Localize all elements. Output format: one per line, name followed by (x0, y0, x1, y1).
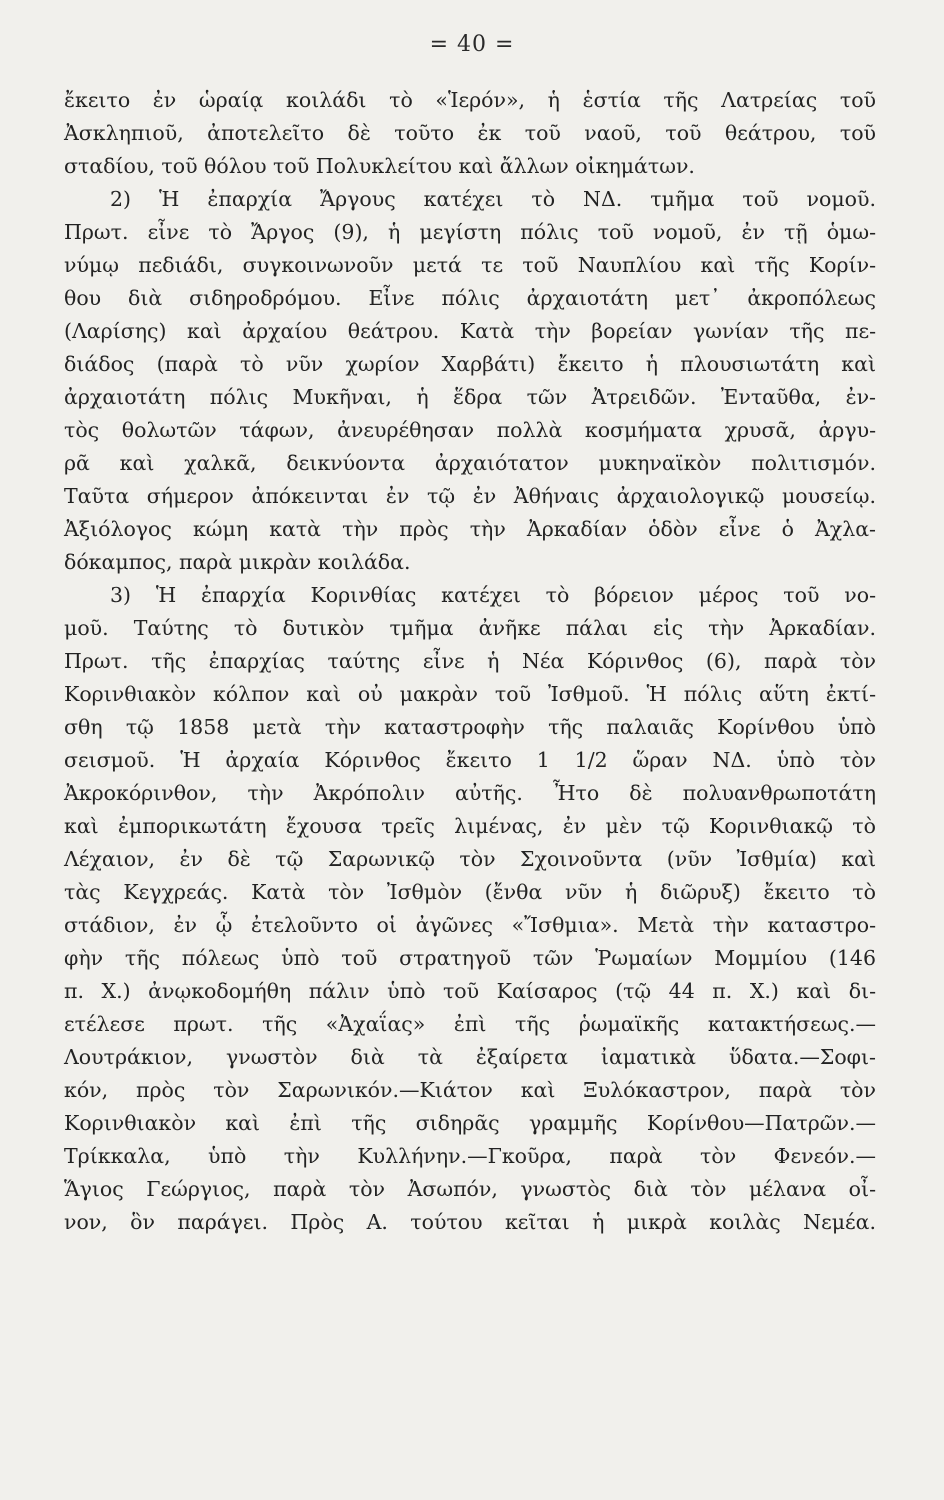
text-line: Ἅγιος Γεώργιος, παρὰ τὸν Ἀσωπόν, γνωστὸς διὰ τὸν μέλανα οἶ- (64, 1177, 876, 1201)
text-line: π. Χ.) ἀνῳκοδομήθη πάλιν ὑπὸ τοῦ Καίσαρος (τῷ 44 π. Χ.) καὶ δι- (64, 979, 876, 1003)
text-line: 3) Ἡ ἐπαρχία Κορινθίας κατέχει τὸ βόρειον μέρος τοῦ νο- (110, 583, 876, 607)
text-line: Ἀσκληπιοῦ, ἀποτελεῖτο δὲ τοῦτο ἐκ τοῦ ναοῦ, τοῦ θεάτρου, τοῦ (64, 121, 876, 145)
text-line: Ἀκροκόρινθον, τὴν Ἀκρόπολιν αὐτῆς. Ἦτο δὲ πολυανθρωποτάτη (64, 781, 876, 805)
text-line: ρᾶ καὶ χαλκᾶ, δεικνύοντα ἀρχαιότατον μυκηναϊκὸν πολιτισμόν. (64, 451, 876, 475)
text-line: Κορινθιακὸν κόλπον καὶ οὐ μακρὰν τοῦ Ἰσθμοῦ. Ἡ πόλις αὕτη ἐκτί- (64, 682, 876, 706)
text-line: καὶ ἐμπορικωτάτη ἔχουσα τρεῖς λιμένας, ἐν μὲν τῷ Κορινθιακῷ τὸ (64, 814, 876, 838)
text-line: τὰς Κεγχρεάς. Κατὰ τὸν Ἰσθμὸν (ἔνθα νῦν ἡ διῶρυξ) ἔκειτο τὸ (64, 880, 876, 904)
text-line: νύμῳ πεδιάδι, συγκοινωνοῦν μετά τε τοῦ Ναυπλίου καὶ τῆς Κορίν- (64, 253, 876, 277)
text-line: μοῦ. Ταύτης τὸ δυτικὸν τμῆμα ἀνῆκε πάλαι εἰς τὴν Ἀρκαδίαν. (64, 616, 876, 640)
text-line: θου διὰ σιδηροδρόμου. Εἶνε πόλις ἀρχαιοτάτη μετ᾽ ἀκροπόλεως (64, 286, 876, 310)
text-line: 2) Ἡ ἐπαρχία Ἄργους κατέχει τὸ ΝΔ. τμῆμα τοῦ νομοῦ. (110, 187, 876, 211)
text-line: φὴν τῆς πόλεως ὑπὸ τοῦ στρατηγοῦ τῶν Ῥωμαίων Μομμίου (146 (64, 946, 876, 970)
text-line: τὸς θολωτῶν τάφων, ἀνευρέθησαν πολλὰ κοσμήματα χρυσᾶ, ἀργυ- (64, 418, 876, 442)
text-line: (Λαρίσης) καὶ ἀρχαίου θεάτρου. Κατὰ τὴν βορείαν γωνίαν τῆς πε- (64, 319, 876, 343)
body-text (64, 84, 876, 1239)
text-line: Ἀξιόλογος κώμη κατὰ τὴν πρὸς τὴν Ἀρκαδίαν ὁδὸν εἶνε ὁ Ἀχλα- (64, 517, 876, 541)
text-line: Τρίκκαλα, ὑπὸ τὴν Κυλλήνην.—Γκοῦρα, παρὰ τὸν Φενεόν.— (64, 1144, 876, 1168)
text-line: σεισμοῦ. Ἡ ἀρχαία Κόρινθος ἔκειτο 1 1/2 ὥραν ΝΔ. ὑπὸ τὸν (64, 748, 876, 772)
text-line: Πρωτ. τῆς ἐπαρχίας ταύτης εἶνε ἡ Νέα Κόρινθος (6), παρὰ τὸν (64, 649, 876, 673)
page-number: = 40 = (429, 32, 515, 57)
text-line: νον, ὃν παράγει. Πρὸς Α. τούτου κεῖται ἡ μικρὰ κοιλὰς Νεμέα. (64, 1210, 876, 1234)
text-line: στάδιον, ἐν ᾧ ἐτελοῦντο οἱ ἀγῶνες «Ἴσθμια». Μετὰ τὴν καταστρο- (64, 913, 876, 937)
text-line: σταδίου, τοῦ θόλου τοῦ Πολυκλείτου καὶ ἄλλων οἰκημάτων. (64, 154, 695, 178)
text-line: διάδος (παρὰ τὸ νῦν χωρίον Χαρβάτι) ἔκειτο ἡ πλουσιωτάτη καὶ (64, 352, 876, 376)
text-line: κόν, πρὸς τὸν Σαρωνικόν.—Κιάτον καὶ Ξυλόκαστρον, παρὰ τὸν (64, 1078, 876, 1102)
text-line: σθη τῷ 1858 μετὰ τὴν καταστροφὴν τῆς παλαιᾶς Κορίνθου ὑπὸ (64, 715, 876, 739)
text-line: Λουτράκιον, γνωστὸν διὰ τὰ ἐξαίρετα ἰαματικὰ ὕδατα.—Σοφι- (64, 1045, 876, 1069)
text-line: Κορινθιακὸν καὶ ἐπὶ τῆς σιδηρᾶς γραμμῆς Κορίνθου—Πατρῶν.— (64, 1111, 876, 1135)
text-line: Πρωτ. εἶνε τὸ Ἄργος (9), ἡ μεγίστη πόλις τοῦ νομοῦ, ἐν τῇ ὁμω- (64, 220, 876, 244)
text-line: ἀρχαιοτάτη πόλις Μυκῆναι, ἡ ἕδρα τῶν Ἀτρειδῶν. Ἐνταῦθα, ἐν- (64, 385, 876, 409)
text-line: δόκαμπος, παρὰ μικρὰν κοιλάδα. (64, 550, 411, 574)
text-line: Ταῦτα σήμερον ἀπόκεινται ἐν τῷ ἐν Ἀθήναις ἀρχαιολογικῷ μουσείῳ. (64, 484, 876, 508)
text-line: ετέλεσε πρωτ. τῆς «Ἀχαΐας» ἐπὶ τῆς ῥωμαϊκῆς κατακτήσεως.— (64, 1012, 876, 1036)
text-line: Λέχαιον, ἐν δὲ τῷ Σαρωνικῷ τὸν Σχοινοῦντα (νῦν Ἰσθμία) καὶ (64, 847, 876, 871)
text-line: ἔκειτο ἐν ὡραίᾳ κοιλάδι τὸ «Ἱερόν», ἡ ἑστία τῆς Λατρείας τοῦ (64, 88, 876, 112)
